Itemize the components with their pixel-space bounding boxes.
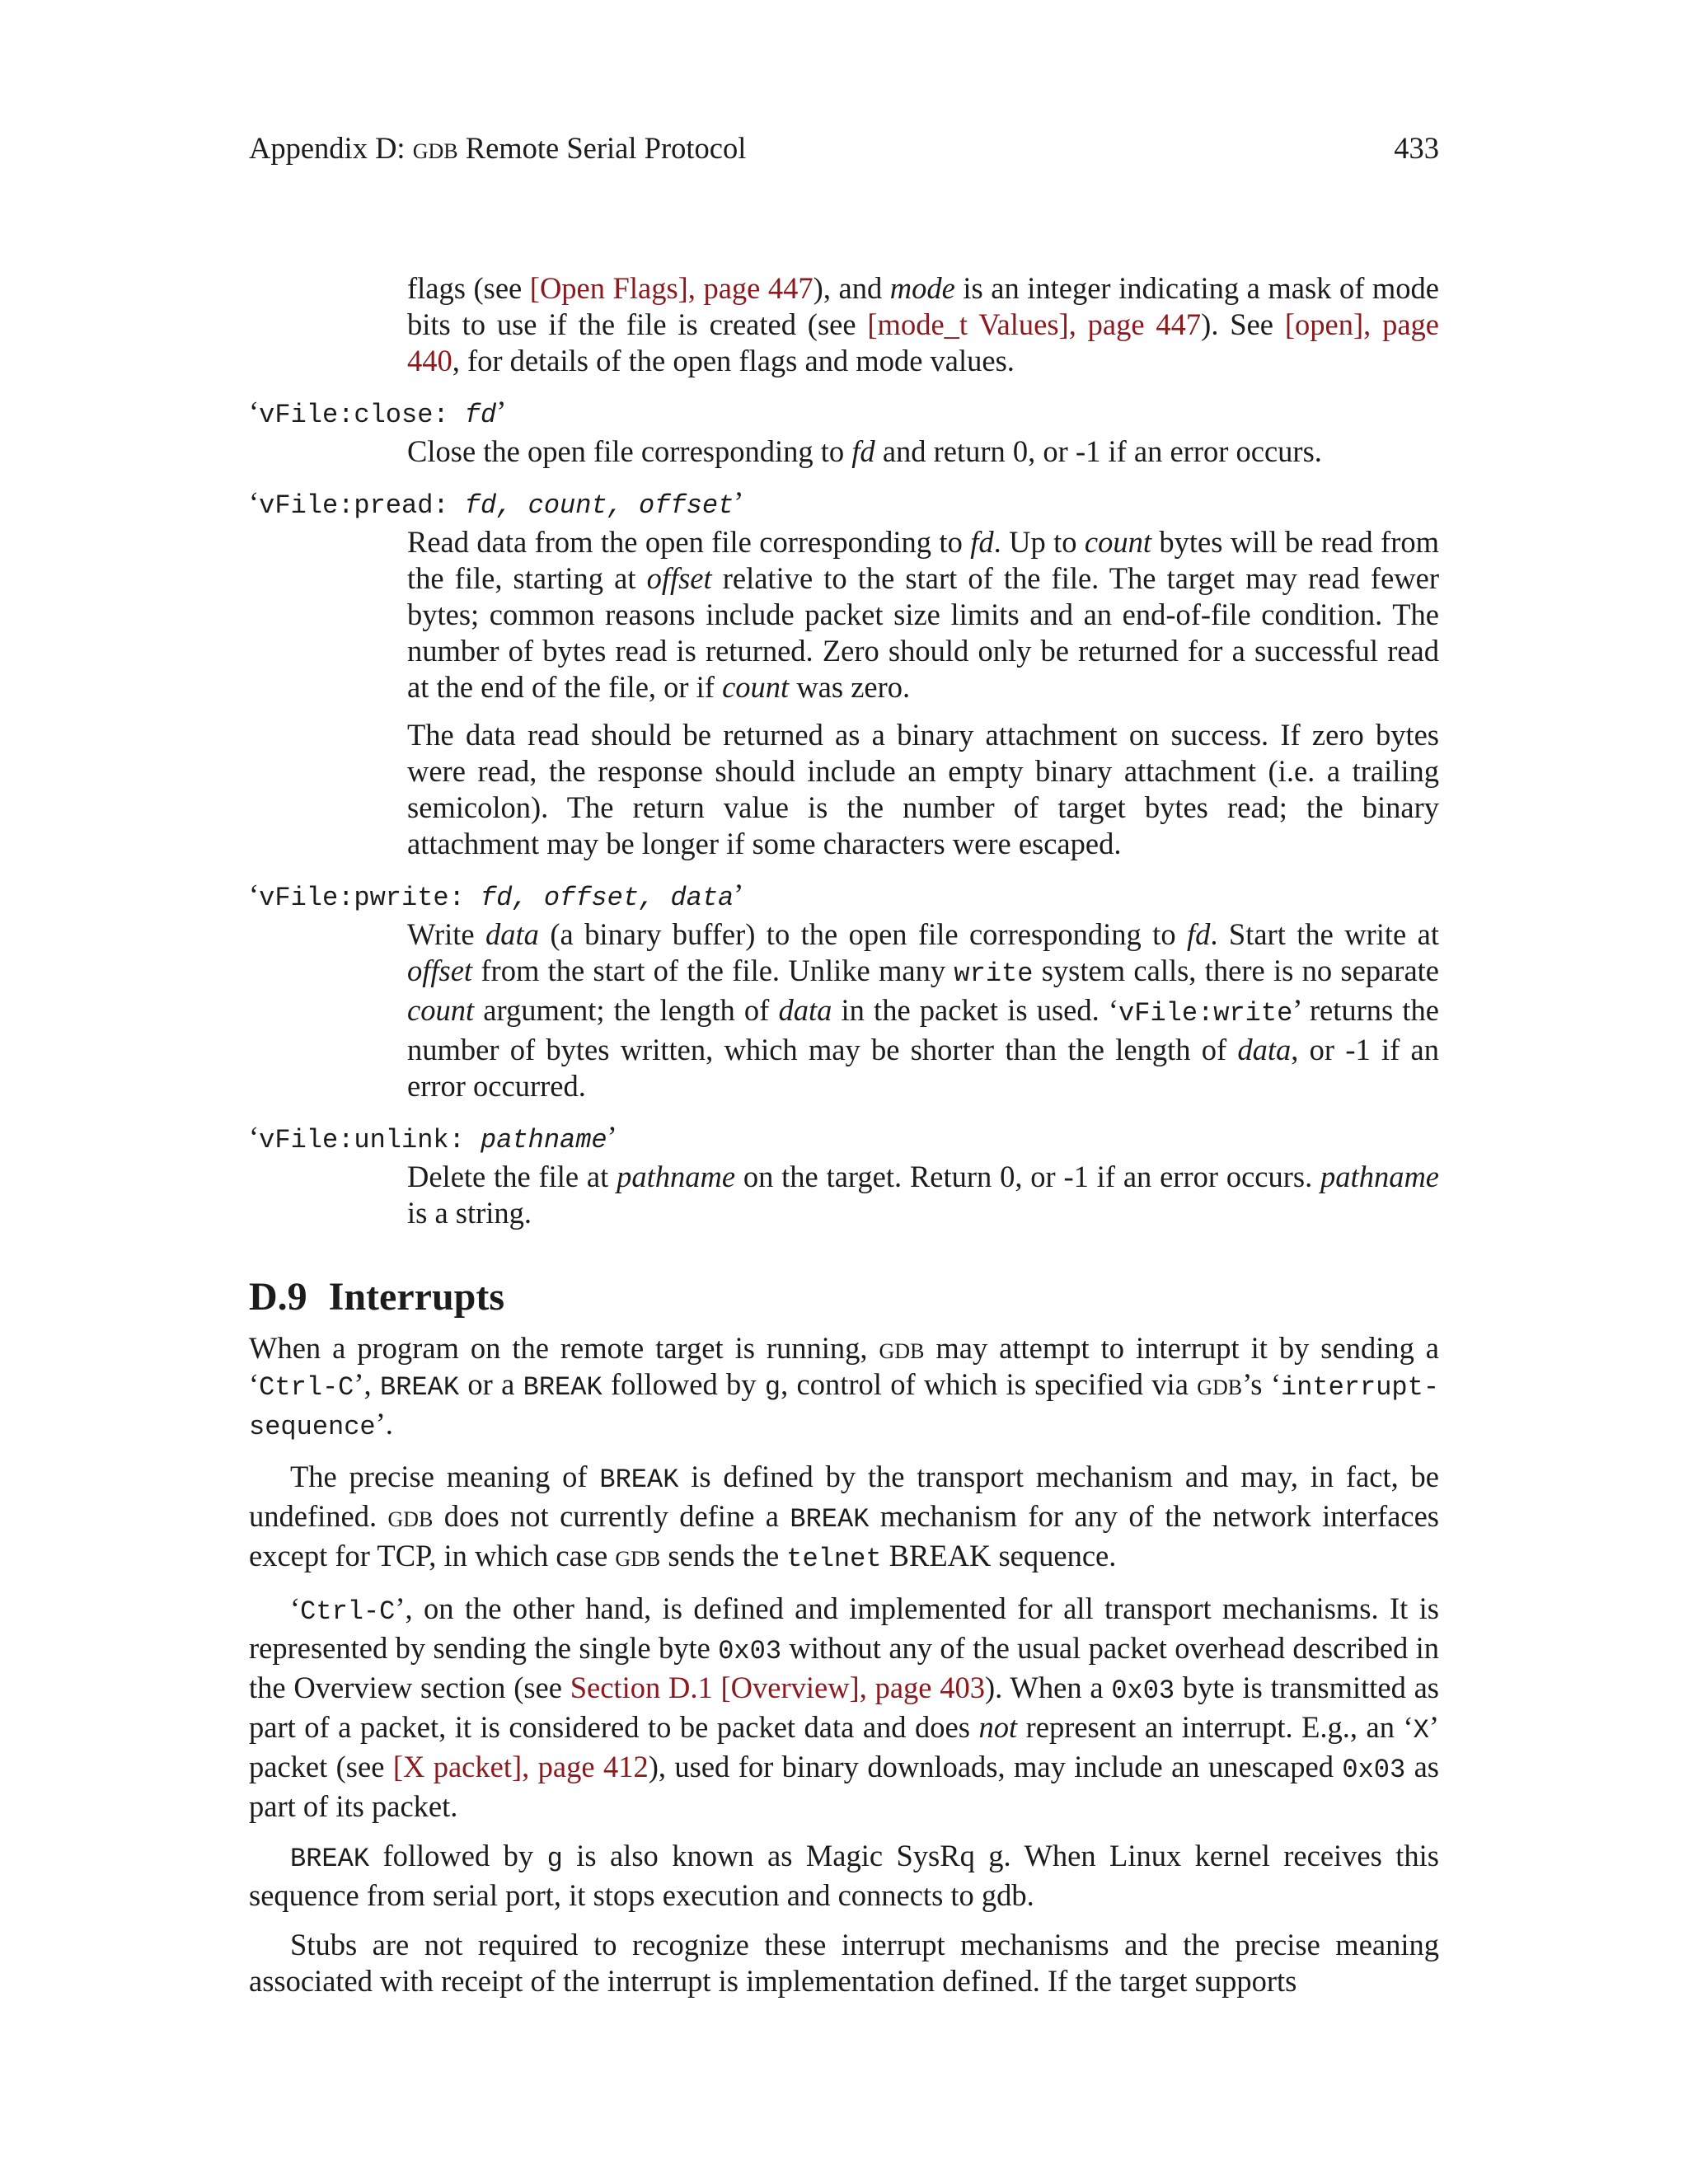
- page-body: [249, 270, 1439, 1999]
- x-packet-link[interactable]: [X packet], page 412: [392, 1750, 649, 1783]
- section-title: Interrupts: [328, 1275, 504, 1319]
- open-flags-link[interactable]: [Open Flags], page 447: [529, 271, 814, 305]
- interrupts-paragraph-1: When a program on the remote target is running, gdb may attempt to interrupt it by sending a ‘Ctrl-C’, BREAK or a BREAK followed by g, control of which is specified via gdb’s ‘interrupt-sequence’.: [249, 1331, 1440, 1442]
- running-header: [249, 130, 1439, 166]
- chapter-title: Appendix D: gdb Remote Serial Protocol: [249, 131, 747, 165]
- vfile-pwrite-term: ‘vFile:pwrite: fd, offset, data’: [249, 878, 744, 913]
- vfile-close-description: Close the open file corresponding to fd and return 0, or -1 if an error occurs.: [407, 434, 1322, 468]
- mode-t-values-link[interactable]: [mode_t Values], page 447: [867, 307, 1202, 341]
- vfile-unlink-term: ‘vFile:unlink: pathname’: [249, 1120, 617, 1155]
- section-heading: [249, 1274, 1439, 1320]
- interrupts-paragraph-5: Stubs are not required to recognize these interrupt mechanisms and the precise meaning associated with receipt of the interrupt is implementation defined. If the target supports: [249, 1928, 1439, 1998]
- section-number: D.9: [249, 1275, 307, 1319]
- vfile-pwrite-description: Write data (a binary buffer) to the open file corresponding to fd. Start the write at offset from the start of the file. Unlike many write system calls, there is no separate count argument; the length of data in the packet is used. ‘vFile:write’ returns the number of bytes written, which may be shorter than the length of data, or -1 if an error occurred.: [407, 917, 1439, 1103]
- vfile-unlink-description: Delete the file at pathname on the target. Return 0, or -1 if an error occurs. pathname is a string.: [407, 1160, 1439, 1230]
- overview-section-link[interactable]: Section D.1 [Overview], page 403: [570, 1671, 986, 1704]
- interrupts-paragraph-3: ‘Ctrl-C’, on the other hand, is defined and implemented for all transport mechanisms. It is represented by sending the single byte 0x03 without any of the usual packet overhead described in the Overview section (see Section D.1 [Overview], page 403). When a 0x03 byte is transmitted as part of a packet, it is considered to be packet data and does not represent an interrupt. E.g., an ‘X’ packet (see [X packet], page 412), used for binary downloads, may include an unescaped 0x03 as part of its packet.: [249, 1591, 1440, 1823]
- interrupts-paragraph-2: The precise meaning of BREAK is defined by the transport mechanism and may, in fact, be undefined. gdb does not currently define a BREAK mechanism for any of the network interfaces except for TCP, in which case gdb sends the telnet BREAK sequence.: [249, 1460, 1440, 1574]
- vfile-pread-description: Read data from the open file corresponding to fd. Up to count bytes will be read from the file, starting at offset relative to the start of the file. The target may read fewer bytes; common reasons include packet size limits and an end-of-file condition. The number of bytes read is returned. Zero should only be returned for a successful read at the end of the file, or if count was zero. The data read should be returned as a binary attachment on success. If zero bytes were read, the response should include an empty binary attachment (i.e. a trailing semicolon). The return value is the number of target bytes read; the binary attachment may be longer if some characters were escaped.: [407, 525, 1439, 860]
- page-number: 433: [1394, 131, 1439, 165]
- vfile-close-term: ‘vFile:close: fd’: [249, 395, 507, 430]
- interrupts-paragraph-4: BREAK followed by g is also known as Magic SysRq g. When Linux kernel receives this sequence from serial port, it stops execution and connects to gdb.: [249, 1839, 1439, 1912]
- continued-paragraph: flags (see [Open Flags], page 447), and mode is an integer indicating a mask of mode bits to use if the file is created (see [mode_t Values], page 447). See [open], page 440, for details of the open flags and mode values.: [407, 271, 1439, 377]
- vfile-pread-term: ‘vFile:pread: fd, count, offset’: [249, 485, 744, 521]
- open-link[interactable]: [open], page 440: [407, 307, 1439, 377]
